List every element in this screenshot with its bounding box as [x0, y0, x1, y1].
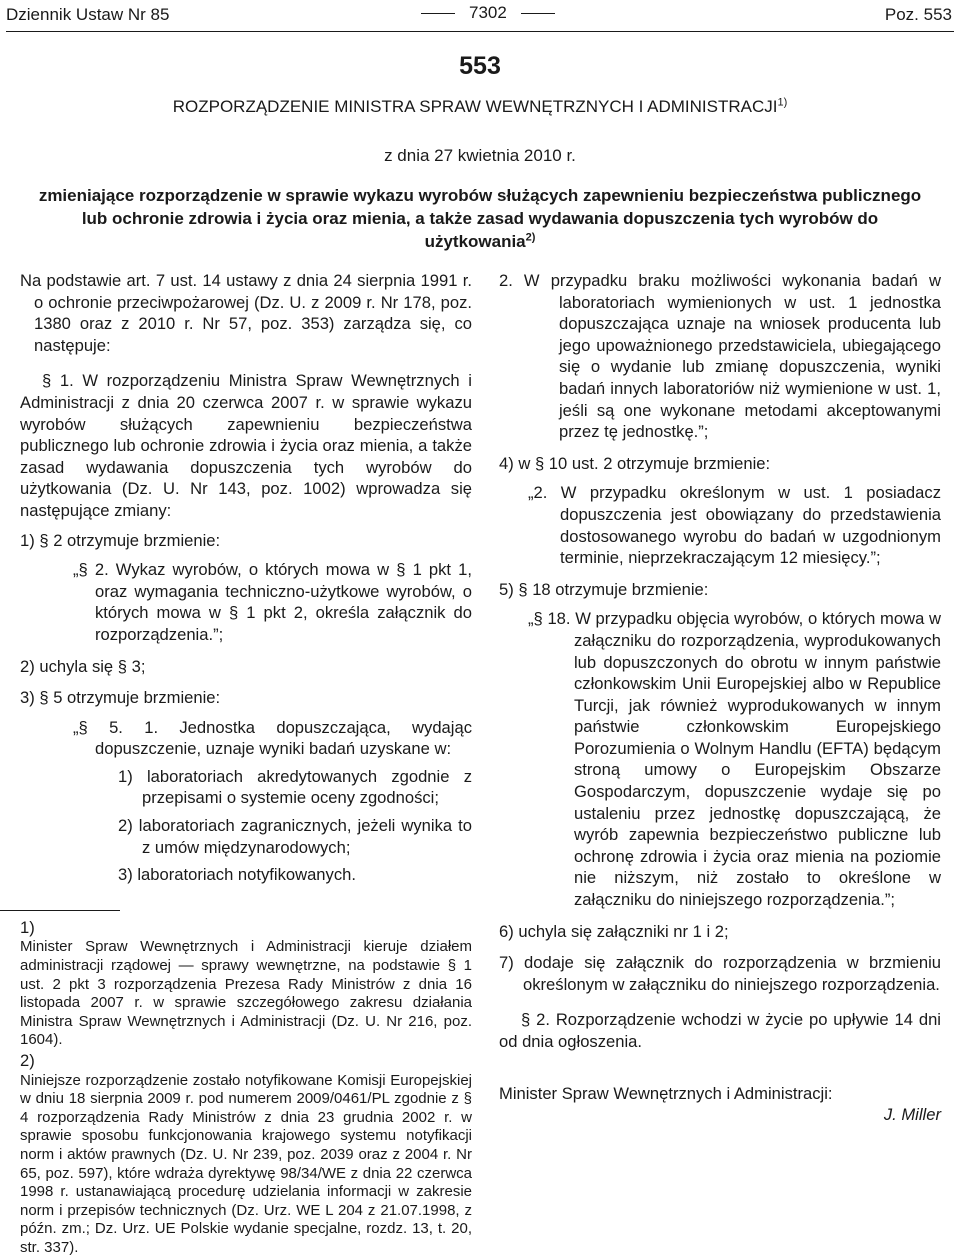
- footnote-1: [20, 917, 472, 1050]
- point-3-item-3: 3) laboratoriach notyfikowanych.: [118, 865, 356, 885]
- point-4: 4) w § 10 ust. 2 otrzymuje brzmienie:: [499, 453, 771, 473]
- point-5-text: „§ 18. W przypadku objęcia wyrobów, o których mowa w załączniku do rozporządzenia, wyprodukowanych lub dopuszczonych do obrotu w innym państwie członkowskim Unii Europejskiej albo w Republice Turcji, jak również wyprodukowanych w innym państwie członkowskim Europejskiego Porozumienia o Wolnym Handlu (EFTA) będącym stroną umowy o Europejskim Obszarze Gospodarczym, dopuszczenie wydaje się po ustaleniu przez jednostkę dopuszczającą, że wyrób zapewnia bezpieczeństwo publiczne lub ochronę zdrowia i życia oraz mienia na poziomie nie niższym, niż zostało to określone w załączniku do niniejszego rozporządzenia.”;: [528, 609, 941, 910]
- footnote-1-text: Minister Spraw Wewnętrznych i Administracji kieruje działem administracji rządowej — sprawy wewnętrzne, na podstawie § 1 ust. 2 pkt 3 rozporządzenia Prezesa Rady Ministrów z dnia 16 listopada 2007 r. w sprawie szczegółowego zakresu działania Ministra Spraw Wewnętrznych i Administracji (Dz. U. Nr 216, poz. 1604).: [20, 938, 472, 1049]
- dash-left: [421, 13, 455, 14]
- subject-text: zmieniające rozporządzenie w sprawie wykazu wyrobów służących zapewnieniu bezpieczeństwa publicznego lub ochronie zdrowia i życia oraz mienia, a także zasad wydawania dopuszczenia tych wyrobów do użytkowania: [38, 186, 922, 251]
- page-number: 7302: [469, 3, 507, 22]
- document-title: [0, 97, 960, 117]
- document-date: z dnia 27 kwietnia 2010 r.: [384, 146, 576, 165]
- document-number: 553: [459, 52, 501, 80]
- signature-name: J. Miller: [883, 1105, 941, 1125]
- point-3-para-2: 2. W przypadku braku możliwości wykonania badań w laboratoriach wymienionych w ust. 1 jednostka dopuszczająca uznaje na wniosek producenta lub jego upoważnionego przedstawiciela, ubiegającego się o wydanie lub zmianę dopuszczenia, wyniki badań innych laboratoriów niż wymienione w ust. 1, jeśli są one wykonane metodami akceptowanymi przez tę jednostkę.”;: [499, 271, 941, 442]
- left-column: [20, 270, 472, 1258]
- footnote-rule: [0, 910, 120, 911]
- position-number: Poz. 553: [884, 5, 952, 24]
- signature-title: Minister Spraw Wewnętrznych i Administracji:: [499, 1083, 833, 1103]
- dash-right: [521, 13, 555, 14]
- point-1-text: „§ 2. Wykaz wyrobów, o których mowa w § 1 pkt 1, oraz wymagania techniczno-użytkowe wyrobów, o których mowa w § 1 pkt 2, określa załącznik do rozporządzenia.”;: [73, 560, 472, 644]
- document-subject: [30, 184, 930, 253]
- point-3: 3) § 5 otrzymuje brzmienie:: [20, 688, 221, 708]
- point-4-text: „2. W przypadku określonym w ust. 1 posiadacz dopuszczenia jest obowiązany do przedstawienia dostosowanego wyrobu do badań w uzgodnionym terminie, nieprzekraczającym 12 miesięcy.”;: [528, 483, 941, 568]
- point-5: 5) § 18 otrzymuje brzmienie:: [499, 579, 709, 599]
- point-6: 6) uchyla się załączniki nr 1 i 2;: [499, 921, 729, 941]
- title-footnote-ref[interactable]: 1): [777, 96, 788, 109]
- header-rule: [6, 31, 954, 32]
- point-3-item-2: 2) laboratoriach zagranicznych, jeżeli wynika to z umów międzynarodowych;: [118, 816, 472, 857]
- footnote-2-mark: 2): [20, 1051, 35, 1070]
- paragraph-1: § 1. W rozporządzeniu Ministra Spraw Wewnętrznych i Administracji z dnia 20 czerwca 2007 r. w sprawie wykazu wyrobów służących zapewnieniu bezpieczeństwa publicznego lub ochronie zdrowia i życia oraz mienia, a także zasad wydawania dopuszczenia tych wyrobów do użytkowania (Dz. U. Nr 143, poz. 1002) wprowadza się następujące zmiany:: [20, 371, 472, 520]
- journal-name: Dziennik Ustaw Nr 85: [6, 5, 170, 24]
- paragraph-2: § 2. Rozporządzenie wchodzi w życie po upływie 14 dni od dnia ogłoszenia.: [499, 1010, 941, 1051]
- subject-footnote-ref[interactable]: 2): [525, 231, 536, 244]
- point-3-item-1: 1) laboratoriach akredytowanych zgodnie z przepisami o systemie oceny zgodności;: [118, 766, 472, 808]
- footnote-2: [20, 1050, 472, 1258]
- footnote-2-text: Niniejsze rozporządzenie zostało notyfikowane Komisji Europejskiej w dniu 18 sierpnia 2009 r. pod numerem 2009/0461/PL zgodnie z § 4 rozporządzenia Rady Ministrów z dnia 23 grudnia 2002 r. w sprawie sposobu funkcjonowania krajowego systemu notyfikacji norm i aktów prawnych (Dz. U. Nr 239, poz. 2039 oraz z 2004 r. Nr 65, poz. 597), które wdraża dyrektywę 98/34/WE z dnia 22 czerwca 1998 r. ustanawiającą procedurę udzielania informacji w zakresie norm i przepisów technicznych (Dz. Urz. WE L 204 z 21.07.1998, z późn. zm.; Dz. Urz. UE Polskie wydanie specjalne, rozdz. 13, t. 20, str. 337).: [20, 1071, 472, 1256]
- legal-basis: Na podstawie art. 7 ust. 14 ustawy z dnia 24 sierpnia 1991 r. o ochronie przeciwpożarowej (Dz. U. z 2009 r. Nr 178, poz. 1380 oraz z 2010 r. Nr 57, poz. 353) zarządza się, co następuje:: [20, 271, 472, 355]
- page-number-block: [421, 3, 555, 23]
- right-column: [499, 270, 941, 1126]
- point-3-text: „§ 5. 1. Jednostka dopuszczająca, wydając dopuszczenie, uznaje wyniki badań uzyskane w:: [73, 717, 472, 759]
- point-2: 2) uchyla się § 3;: [20, 656, 146, 676]
- title-text: ROZPORZĄDZENIE MINISTRA SPRAW WEWNĘTRZNYCH I ADMINISTRACJI: [172, 97, 778, 116]
- footnote-1-mark: 1): [20, 917, 35, 937]
- page-header: [6, 3, 952, 27]
- point-7: 7) dodaje się załącznik do rozporządzenia w brzmieniu określonym w załączniku do niniejszego rozporządzenia.: [499, 953, 941, 994]
- point-1: 1) § 2 otrzymuje brzmienie:: [20, 530, 221, 550]
